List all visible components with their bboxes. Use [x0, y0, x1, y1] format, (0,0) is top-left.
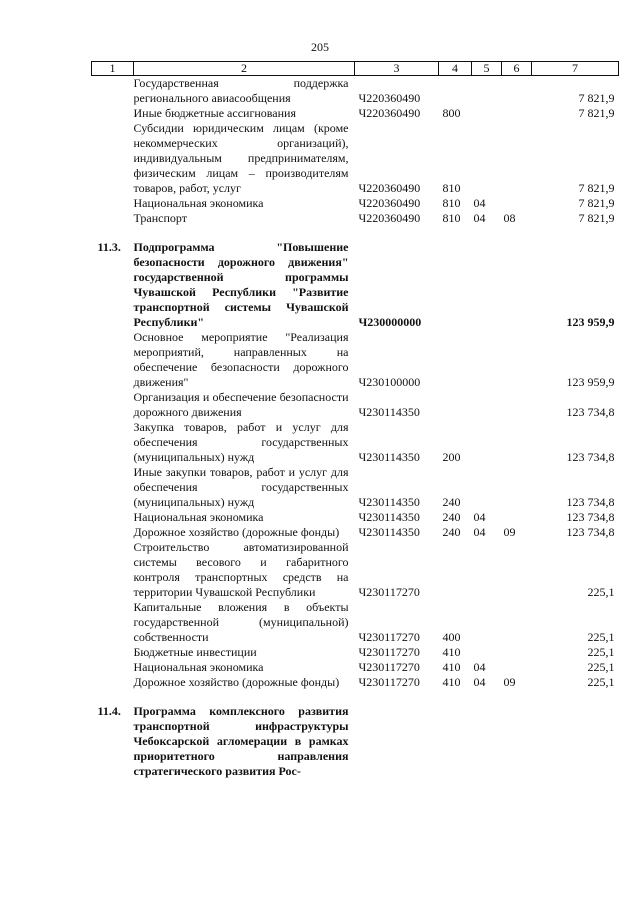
row-col4: 240 — [442, 510, 461, 524]
row-name: Национальная экономика — [133, 510, 264, 524]
row-amount: 7 821,9 — [578, 196, 615, 210]
row-amount: 123 734,8 — [566, 495, 615, 509]
row-col5 — [472, 76, 502, 107]
table-row — [92, 240, 619, 330]
row-number — [92, 196, 134, 211]
table-row — [92, 196, 619, 211]
row-col6: 09 — [503, 525, 516, 539]
row-col4: 410 — [442, 660, 461, 674]
row-col6 — [502, 540, 532, 600]
row-number — [92, 600, 134, 645]
row-name: Субсидии юридическим лицам (кроме некоммерческих организаций), индивидуальным предпринимателям, физическим лицам – производителям товаров, работ, услуг — [133, 121, 349, 195]
table-row — [92, 465, 619, 510]
row-col5 — [472, 465, 502, 510]
row-amount: 7 821,9 — [578, 91, 615, 105]
row-number — [92, 465, 134, 510]
row-col6 — [502, 106, 532, 121]
row-col5: 04 — [473, 196, 486, 210]
row-name: Иные закупки товаров, работ и услуг для обеспечения государственных (муниципальных) нужд — [133, 465, 349, 509]
row-number — [92, 510, 134, 525]
row-col4: 410 — [442, 645, 461, 659]
row-col4: 800 — [442, 106, 461, 120]
row-code: Ч230117270 — [358, 675, 420, 689]
row-code: Ч230117270 — [358, 645, 420, 659]
row-code: Ч220360490 — [358, 211, 421, 225]
row-col5 — [472, 106, 502, 121]
row-col6 — [502, 645, 532, 660]
row-name: Подпрограмма "Повышение безопасности дорожного движения" государственной программы Чувашской Республики "Развитие транспортной системы Чувашской Республики" — [133, 240, 349, 329]
row-name: Основное мероприятие "Реализация мероприятий, направленных на обеспечение безопасности дорожного движения" — [133, 330, 349, 389]
row-col4 — [439, 704, 472, 779]
row-name: Дорожное хозяйство (дорожные фонды) — [133, 675, 340, 689]
table-row — [92, 600, 619, 645]
row-amount — [532, 704, 619, 779]
row-col6 — [502, 510, 532, 525]
row-col6 — [502, 76, 532, 107]
row-code: Ч230000000 — [358, 315, 422, 329]
row-col6 — [502, 196, 532, 211]
row-code: Ч220360490 — [358, 196, 421, 210]
table-row — [92, 330, 619, 390]
table-row — [92, 660, 619, 675]
row-number — [92, 76, 134, 107]
row-code — [355, 704, 439, 779]
row-amount: 225,1 — [587, 660, 615, 674]
row-col5 — [472, 240, 502, 330]
row-name: Иные бюджетные ассигнования — [133, 106, 296, 120]
row-col4: 240 — [442, 495, 461, 509]
row-name: Государственная поддержка регионального авиасообщения — [133, 76, 349, 105]
row-col5: 04 — [473, 660, 486, 674]
table-row — [92, 420, 619, 465]
table-row — [92, 76, 619, 107]
table-row — [92, 704, 619, 779]
row-col6 — [502, 420, 532, 465]
table-row — [92, 390, 619, 420]
row-amount: 225,1 — [587, 585, 615, 599]
row-name: Организация и обеспечение безопасности дорожного движения — [133, 390, 349, 419]
row-name: Национальная экономика — [133, 660, 264, 674]
row-amount: 225,1 — [587, 645, 615, 659]
row-amount: 123 734,8 — [566, 510, 615, 524]
row-col4: 240 — [442, 525, 461, 539]
table-row — [92, 211, 619, 226]
table-row — [92, 540, 619, 600]
row-amount: 123 734,8 — [566, 450, 615, 464]
row-amount: 225,1 — [587, 630, 615, 644]
table-row — [92, 645, 619, 660]
table-row — [92, 675, 619, 690]
row-code: Ч220360490 — [358, 91, 421, 105]
row-col6 — [502, 330, 532, 390]
row-code: Ч220360490 — [358, 106, 421, 120]
row-col6 — [502, 660, 532, 675]
row-number — [92, 420, 134, 465]
row-col4 — [439, 240, 472, 330]
budget-table — [91, 61, 619, 779]
row-name: Программа комплексного развития транспортной инфраструктуры Чебоксарской агломерации в рамках приоритетного направления стратегического развития Рос- — [133, 704, 349, 778]
row-col5 — [472, 330, 502, 390]
row-code: Ч230117270 — [358, 585, 420, 599]
row-amount: 7 821,9 — [578, 211, 615, 225]
row-col6 — [502, 704, 532, 779]
spacer-cell — [92, 690, 619, 704]
row-amount: 7 821,9 — [578, 181, 615, 195]
row-col6 — [502, 600, 532, 645]
row-number — [92, 675, 134, 690]
row-name: Бюджетные инвестиции — [133, 645, 257, 659]
row-number — [92, 121, 134, 196]
row-col5 — [472, 540, 502, 600]
column-header-7: 7 — [532, 62, 619, 76]
spacer-cell — [92, 226, 619, 240]
row-col4 — [439, 330, 472, 390]
page-number: 205 — [311, 40, 329, 54]
row-name: Транспорт — [133, 211, 187, 225]
table-row — [92, 121, 619, 196]
table-row — [92, 106, 619, 121]
row-amount: 123 734,8 — [566, 525, 615, 539]
row-col6 — [502, 465, 532, 510]
row-name: Закупка товаров, работ и услуг для обеспечения государственных (муниципальных) нужд — [133, 420, 349, 464]
row-code: Ч230114350 — [358, 405, 420, 419]
column-header-2: 2 — [134, 62, 355, 76]
row-code: Ч230114350 — [358, 450, 420, 464]
row-col4: 810 — [442, 181, 461, 195]
row-number — [92, 540, 134, 600]
row-col4: 400 — [442, 630, 461, 644]
row-code: Ч220360490 — [358, 181, 421, 195]
row-col6 — [502, 390, 532, 420]
row-col6 — [502, 121, 532, 196]
row-col4 — [439, 390, 472, 420]
row-col5: 04 — [473, 675, 486, 689]
row-code: Ч230117270 — [358, 630, 420, 644]
row-code: Ч230100000 — [358, 375, 421, 389]
row-amount: 123 959,9 — [566, 315, 615, 329]
row-col5: 04 — [473, 525, 486, 539]
row-code: Ч230114350 — [358, 525, 420, 539]
row-col4: 810 — [442, 196, 461, 210]
row-col4 — [439, 540, 472, 600]
row-code: Ч230114350 — [358, 495, 420, 509]
row-col4: 810 — [442, 211, 461, 225]
row-col6: 09 — [503, 675, 516, 689]
row-col5 — [472, 600, 502, 645]
column-header-4: 4 — [439, 62, 472, 76]
row-number — [92, 390, 134, 420]
row-col6: 08 — [503, 211, 516, 225]
row-name: Дорожное хозяйство (дорожные фонды) — [133, 525, 340, 539]
row-col4: 200 — [442, 450, 461, 464]
row-number: 11.4. — [97, 704, 121, 718]
row-amount: 225,1 — [587, 675, 615, 689]
column-header-3: 3 — [355, 62, 439, 76]
row-number — [92, 660, 134, 675]
row-col5 — [472, 121, 502, 196]
row-col5 — [472, 420, 502, 465]
column-header-row — [92, 62, 619, 76]
spacer-row — [92, 690, 619, 704]
row-name: Строительство автоматизированной системы весового и габаритного контроля транспортных средств на территории Чувашской Республики — [133, 540, 349, 599]
row-number — [92, 106, 134, 121]
row-number — [92, 211, 134, 226]
row-col5 — [472, 645, 502, 660]
table-row — [92, 510, 619, 525]
row-number: 11.3. — [97, 240, 121, 254]
row-name: Капитальные вложения в объекты государственной (муниципальной) собственности — [133, 600, 349, 644]
row-amount: 123 734,8 — [566, 405, 615, 419]
row-col5: 04 — [473, 510, 486, 524]
column-header-5: 5 — [472, 62, 502, 76]
row-col5 — [472, 704, 502, 779]
row-number — [92, 330, 134, 390]
spacer-row — [92, 226, 619, 240]
column-header-1: 1 — [92, 62, 134, 76]
row-amount: 123 959,9 — [566, 375, 615, 389]
row-code: Ч230117270 — [358, 660, 420, 674]
row-number — [92, 525, 134, 540]
row-col5: 04 — [473, 211, 486, 225]
column-header-6: 6 — [502, 62, 532, 76]
row-col5 — [472, 390, 502, 420]
row-col6 — [502, 240, 532, 330]
row-code: Ч230114350 — [358, 510, 420, 524]
row-number — [92, 645, 134, 660]
table-row — [92, 525, 619, 540]
row-name: Национальная экономика — [133, 196, 264, 210]
row-col4 — [439, 76, 472, 107]
row-amount: 7 821,9 — [578, 106, 615, 120]
row-col4: 410 — [442, 675, 461, 689]
